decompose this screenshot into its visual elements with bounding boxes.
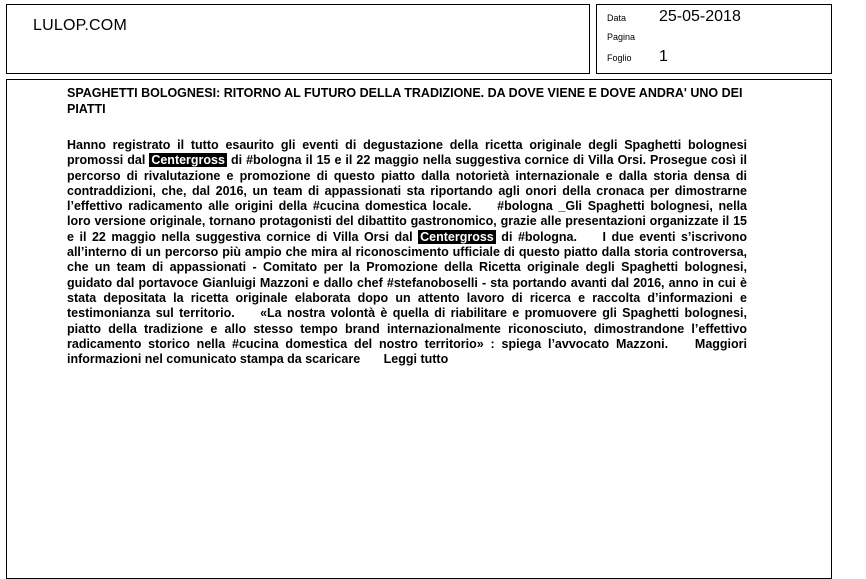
- article-text-part: «La nostra volontà è quella di riabilitare e promuovere gli Spaghetti bolognesi, piatto della tradizione e allo stesso tempo brand internazionalmente riconosciuto, dimostrandone l’effettivo radicamento storico nella #cucina domestica del nostro territorio» : spiega l’avvocato Mazzoni.: [67, 306, 747, 351]
- article-title: SPAGHETTI BOLOGNESI: RITORNO AL FUTURO DELLA TRADIZIONE. DA DOVE VIENE E DOVE ANDRA' UNO DEI PIATTI: [67, 86, 743, 116]
- sheet-label: Foglio: [607, 53, 632, 63]
- meta-box: [596, 4, 832, 74]
- read-more-link[interactable]: Leggi tutto: [383, 352, 449, 367]
- article-text-part: di #bologna il 15 e il 22 maggio nella suggestiva cornice di Villa Orsi. Prosegue così il percorso di rivalutazione e promozione di questo piatto dalla notorietà internazionale e dalla storia densa di contraddizioni, che, dal 2016, un team di appassionati sta riportando agli onori della cronaca per dimostrarne l’effettivo radicamento alle origini della #cucina domestica locale.: [67, 153, 747, 214]
- date-label: Data: [607, 13, 627, 23]
- article-body: [67, 138, 747, 367]
- sheet-value: 1: [659, 48, 668, 65]
- date-value: 25-05-2018: [659, 8, 741, 25]
- article-text-part: Hanno registrato il tutto esaurito gli eventi di degustazione della ricetta originale degli Spaghetti bolognesi promossi dal: [67, 138, 747, 168]
- article-text-part: di #bologna.: [495, 229, 577, 244]
- source-name: LULOP.COM: [33, 17, 127, 34]
- highlight-keyword: Centergross: [420, 229, 494, 244]
- article-text-part: I due eventi s’iscrivono all’interno di un percorso più ampio che mira al riconoscimento ufficiale di questo piatto dalla storia controversa, che un team di appassionati - Comitato per la Promozione della Ricetta originale degli Spaghetti bolognesi, guidato dal portavoce Gianluigi Mazzoni e dallo chef #stefanoboselli - sta portando avanti dal 2016, anno in cui è stata depositata la ricetta originale elaborata dopo un attento lavoro di ricerca e raccolta d’informazioni e testimonianza sul territorio.: [67, 229, 747, 321]
- page-label: Pagina: [607, 32, 636, 42]
- highlight-keyword: Centergross: [151, 153, 225, 168]
- source-box: [6, 4, 590, 74]
- article-text-part: #bologna _Gli Spaghetti bolognesi, nella loro versione originale, tornano protagonisti del dibattito gastronomico, grazie alle presentazioni organizzate il 15 e il 22 maggio nella suggestiva cornice di Villa Orsi dal: [67, 199, 748, 244]
- article-text-part: Maggiori informazioni nel comunicato stampa da scaricare: [67, 336, 747, 367]
